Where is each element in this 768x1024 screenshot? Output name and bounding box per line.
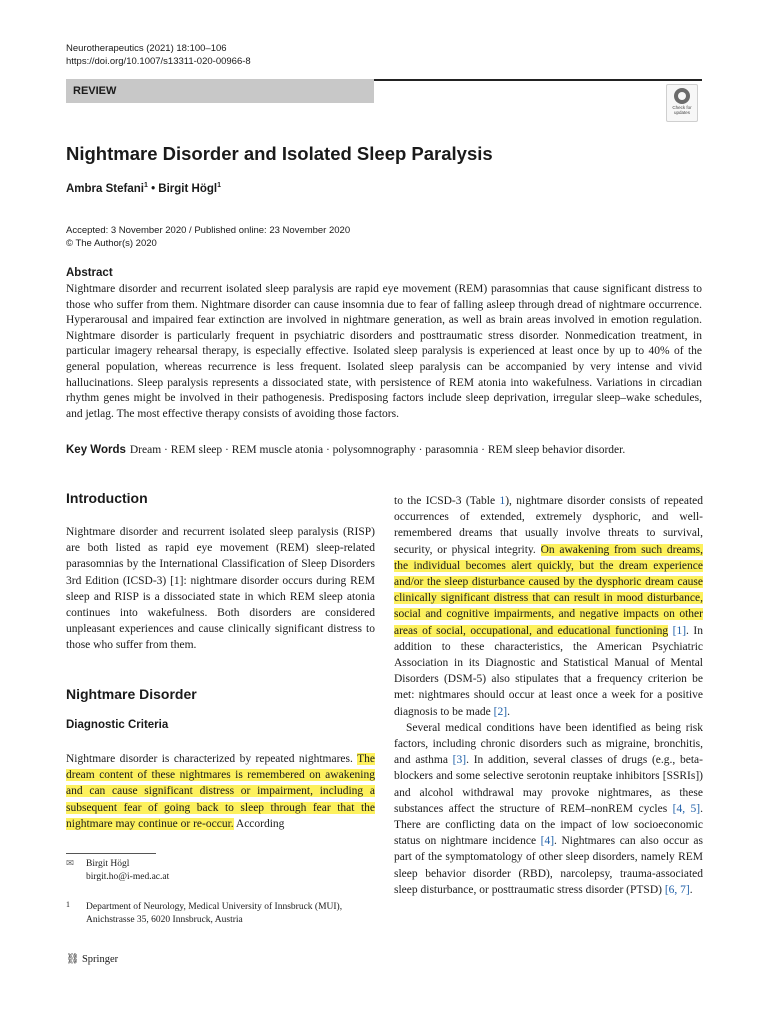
article-title: Nightmare Disorder and Isolated Sleep Paralysis bbox=[66, 143, 493, 164]
text-run: . bbox=[689, 883, 693, 896]
citation-link[interactable]: [6, 7] bbox=[664, 883, 690, 896]
author-separator: • bbox=[147, 182, 159, 195]
author-list bbox=[66, 182, 221, 195]
badge-text-2: updates bbox=[673, 110, 690, 115]
mail-icon: ✉ bbox=[66, 859, 74, 869]
keywords bbox=[66, 444, 625, 456]
introduction-heading: Introduction bbox=[66, 490, 148, 506]
keywords-label: Key Words bbox=[66, 444, 126, 456]
text-run: . There are conflicting data on the impact of low socioeconomic status on nightmare incidence bbox=[394, 802, 703, 848]
publisher-footer bbox=[66, 952, 118, 965]
text-run: . Nightmares can also occur as part of the symptomatology of other sleep disorders, namely REM sleep behavior disorder (RBD), narcolepsy, trauma-associated sleep disturbance, or posttraumatic stress disorder (PTSD) bbox=[394, 835, 703, 896]
copyright-line: © The Author(s) 2020 bbox=[66, 238, 157, 249]
affiliation-number bbox=[66, 898, 70, 916]
correspondence-email[interactable]: birgit.ho@i-med.ac.at bbox=[86, 872, 170, 882]
citation-link[interactable]: [2] bbox=[493, 705, 508, 718]
dc-text-end: According bbox=[233, 817, 285, 830]
correspondence-details bbox=[86, 858, 169, 884]
correspondence-name: Birgit Högl bbox=[86, 859, 130, 869]
doi-link[interactable]: https://doi.org/10.1007/s13311-020-00966-8 bbox=[66, 56, 251, 67]
badge-text-1: Check for bbox=[672, 105, 692, 110]
abstract-text: Nightmare disorder and recurrent isolated sleep paralysis are rapid eye movement (REM) parasomnias that cause significant distress to those who suffer from them. Nightmare disorder can cause insomnia due to fear of falling asleep through dread of nightmare occurrence. Hyperarousal and impaired fear extinction are involved in nightmare generation, as well as brain areas involved in emotion regulation. Nightmare disorder is particularly frequent in psychiatric disorders and posttraumatic stress disorder. Nonmedication treatment, in particular imagery rehearsal therapy, is especially effective. Isolated sleep paralysis is experienced at least once by up to 40% of the general population, whereas recurrence is less frequent. Isolated sleep paralysis can be accompanied by very intense and vivid hallucinations. Sleep paralysis represents a dissociated state, with persistence of REM atonia into wakefulness. Variations in circadian rhythm genes might be involved in their pathogenesis. Predisposing factors include sleep deprivation, irregular sleep–wake schedules, and jetlag. The most effective therapy consists of avoiding those factors. bbox=[66, 283, 702, 420]
text-run: . bbox=[507, 705, 510, 718]
right-column bbox=[394, 493, 703, 898]
text-run: . In addition to these characteristics, the American Psychiatric Association in its Diagnostic and Statistical Manual of Mental Disorders (DSM-5) also stipulates that a frequency criterion be met: nightmares should occur at least once a week for a positive diagnosis to be made bbox=[394, 624, 703, 718]
right-paragraph-1 bbox=[394, 493, 703, 720]
footnote-rule bbox=[66, 853, 156, 854]
keywords-text: Dream · REM sleep · REM muscle atonia · polysomnography · parasomnia · REM sleep behavior disorder. bbox=[129, 444, 626, 456]
citation-link[interactable]: [3] bbox=[452, 754, 467, 767]
diagnostic-criteria-paragraph bbox=[66, 751, 375, 832]
text-run: ), nightmare disorder consists of repeated occurrences of extended, extremely dysphoric, and well-remembered dreams that usually involve threats to survival, security, or physical integrity. bbox=[394, 495, 703, 556]
affiliation-mark: 1 bbox=[66, 900, 70, 909]
journal-citation: Neurotherapeutics (2021) 18:100–106 bbox=[66, 43, 227, 54]
section-label: REVIEW bbox=[66, 79, 374, 103]
highlighted-text: On awakening from such dreams, the individual becomes alert quickly, but the dream experience and/or the sleep disturbance caused by the dysphoric dream cause clinically significant distress that can result in mood disturbance, social and cognitive impairments, and negative impacts on other areas of social, occupational, and educational functioning bbox=[394, 543, 704, 637]
check-updates-icon bbox=[674, 88, 690, 104]
dc-text-start: Nightmare disorder is characterized by repeated nightmares. bbox=[66, 753, 358, 765]
citation-link[interactable]: [4] bbox=[540, 835, 555, 848]
introduction-text: Nightmare disorder and recurrent isolated sleep paralysis (RISP) are both listed as rapid eye movement (REM) sleep-related parasomnias by the International Classification of Sleep Disorders 3rd Edition (ICSD-3) [1]: nightmare disorder occurs during REM sleep and RISP is a dissociated state in which REM sleep atonia continues into wakefulness. Both disorders are considered unpleasant experiences and cause clinically significant distress to those who suffer from them. bbox=[66, 526, 375, 652]
text-run: to the ICSD-3 (Table bbox=[394, 495, 500, 507]
nightmare-disorder-heading: Nightmare Disorder bbox=[66, 686, 197, 702]
abstract-heading: Abstract bbox=[66, 267, 113, 279]
author-affiliation-mark: 1 bbox=[143, 182, 148, 189]
text-run: Several medical conditions have been identified as being risk factors, including chronic disorders such as migraine, bronchitis, and asthma bbox=[394, 721, 703, 767]
right-paragraph-2 bbox=[394, 720, 703, 898]
highlighted-text: The dream content of these nightmares is remembered on awakening and can cause significant distress or impairment, including a subsequent fear of going back to sleep through fear that the nightmare may continue or re-occur. bbox=[66, 753, 375, 830]
journal-header bbox=[66, 42, 251, 68]
publication-dates bbox=[66, 224, 350, 250]
diagnostic-criteria-heading: Diagnostic Criteria bbox=[66, 719, 169, 731]
correspondence-block bbox=[66, 858, 74, 871]
citation-link[interactable]: [4, 5] bbox=[672, 802, 701, 815]
table-reference-link[interactable]: 1 bbox=[499, 495, 506, 507]
dates-line: Accepted: 3 November 2020 / Published online: 23 November 2020 bbox=[66, 225, 351, 236]
publisher-name: Springer bbox=[81, 954, 119, 965]
citation-link[interactable]: [1] bbox=[672, 624, 687, 637]
author-name[interactable]: Birgit Högl bbox=[158, 182, 218, 195]
text-run: . In addition, several classes of drugs (e.g., beta-blockers and some selective serotonin reuptake inhibitors [SSRIs]) and alcohol withdrawal may provoke nightmares, as these substances affect the structure of REM–nonREM cycles bbox=[394, 754, 703, 815]
introduction-paragraph bbox=[66, 524, 375, 654]
affiliation-text: Department of Neurology, Medical University of Innsbruck (MUI), Anichstrasse 35, 6020 Innsbruck, Austria bbox=[86, 902, 343, 925]
springer-logo-icon: ⛓ bbox=[66, 954, 80, 965]
author-affiliation-mark: 1 bbox=[217, 182, 221, 189]
check-for-updates-badge[interactable] bbox=[666, 84, 698, 122]
author-name[interactable]: Ambra Stefani bbox=[66, 182, 144, 195]
